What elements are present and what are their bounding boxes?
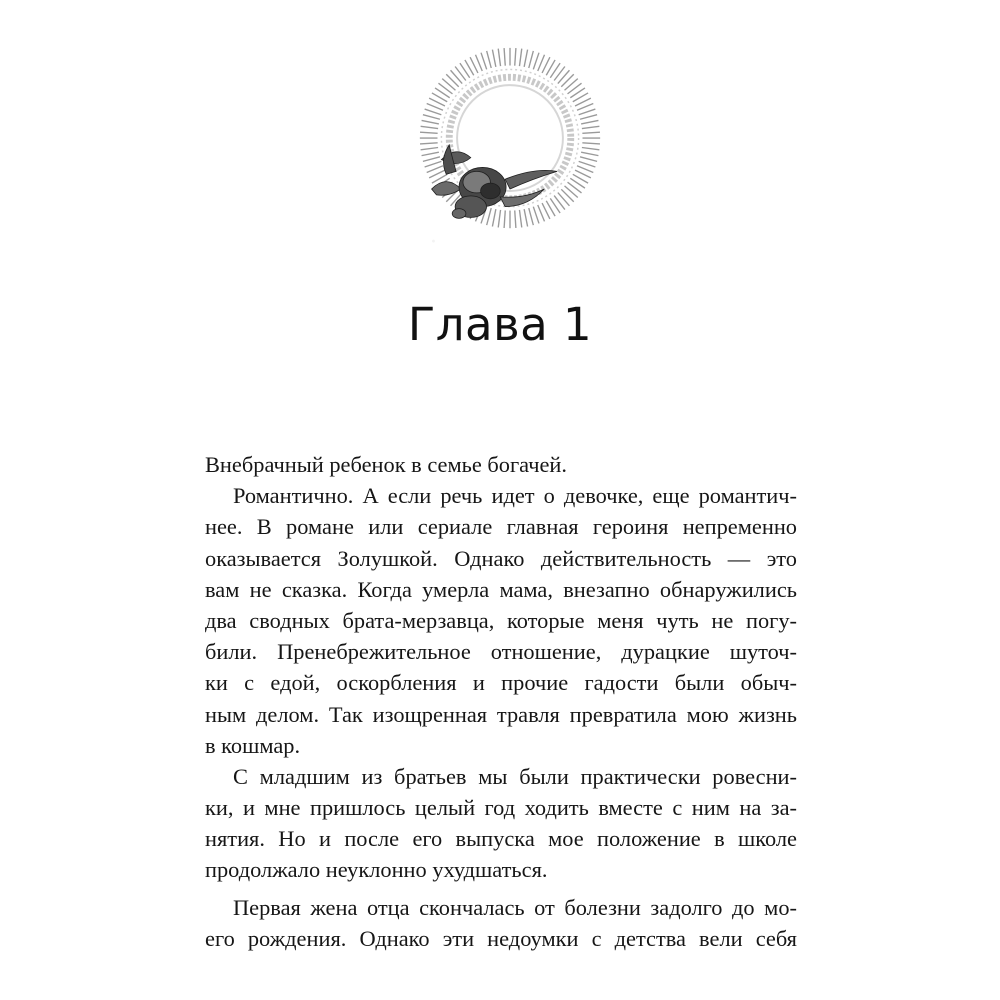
show-through-text: · bbox=[430, 230, 437, 255]
text-line: Романтично. А если речь идет о девочке, еще романтич- bbox=[233, 483, 797, 509]
text-line: С младшим из братьев мы были практически ровесни- bbox=[233, 763, 797, 789]
text-line: ным делом. Так изощренная травля превратила мою жизнь bbox=[205, 701, 797, 727]
text-line: вам не сказка. Когда умерла мама, внезапно обнаружились bbox=[205, 576, 797, 602]
paragraph bbox=[205, 449, 797, 480]
floral-wreath-ornament-icon bbox=[412, 42, 608, 238]
text-line: Первая жена отца скончалась от болезни задолго до мо- bbox=[233, 894, 797, 920]
text-line: в кошмар. bbox=[205, 732, 301, 758]
paragraph bbox=[205, 892, 797, 954]
text-line: два сводных брата-мерзавца, которые меня чуть не погу- bbox=[205, 607, 797, 633]
paragraph bbox=[205, 761, 797, 886]
chapter-title: Глава 1 bbox=[407, 298, 593, 352]
body-text bbox=[205, 449, 797, 954]
text-line: Внебрачный ребенок в семье богачей. bbox=[205, 452, 567, 477]
text-line: его рождения. Однако эти недоумки с детства вели себя bbox=[205, 925, 797, 951]
text-line: ки, и мне пришлось целый год ходить вместе с ним на за- bbox=[205, 795, 797, 821]
text-line: ки с едой, оскорбления и прочие гадости были обыч- bbox=[205, 670, 797, 696]
paragraph bbox=[205, 480, 797, 761]
text-line: продолжало неуклонно ухудшаться. bbox=[205, 857, 548, 883]
text-line: нятия. Но и после его выпуска мое положение в школе bbox=[205, 826, 797, 852]
text-line: нее. В романе или сериале главная героиня непременно bbox=[205, 514, 797, 540]
text-line: оказывается Золушкой. Однако действительность — это bbox=[205, 545, 797, 571]
text-line: били. Пренебрежительное отношение, дурацкие шуточ- bbox=[205, 639, 797, 665]
